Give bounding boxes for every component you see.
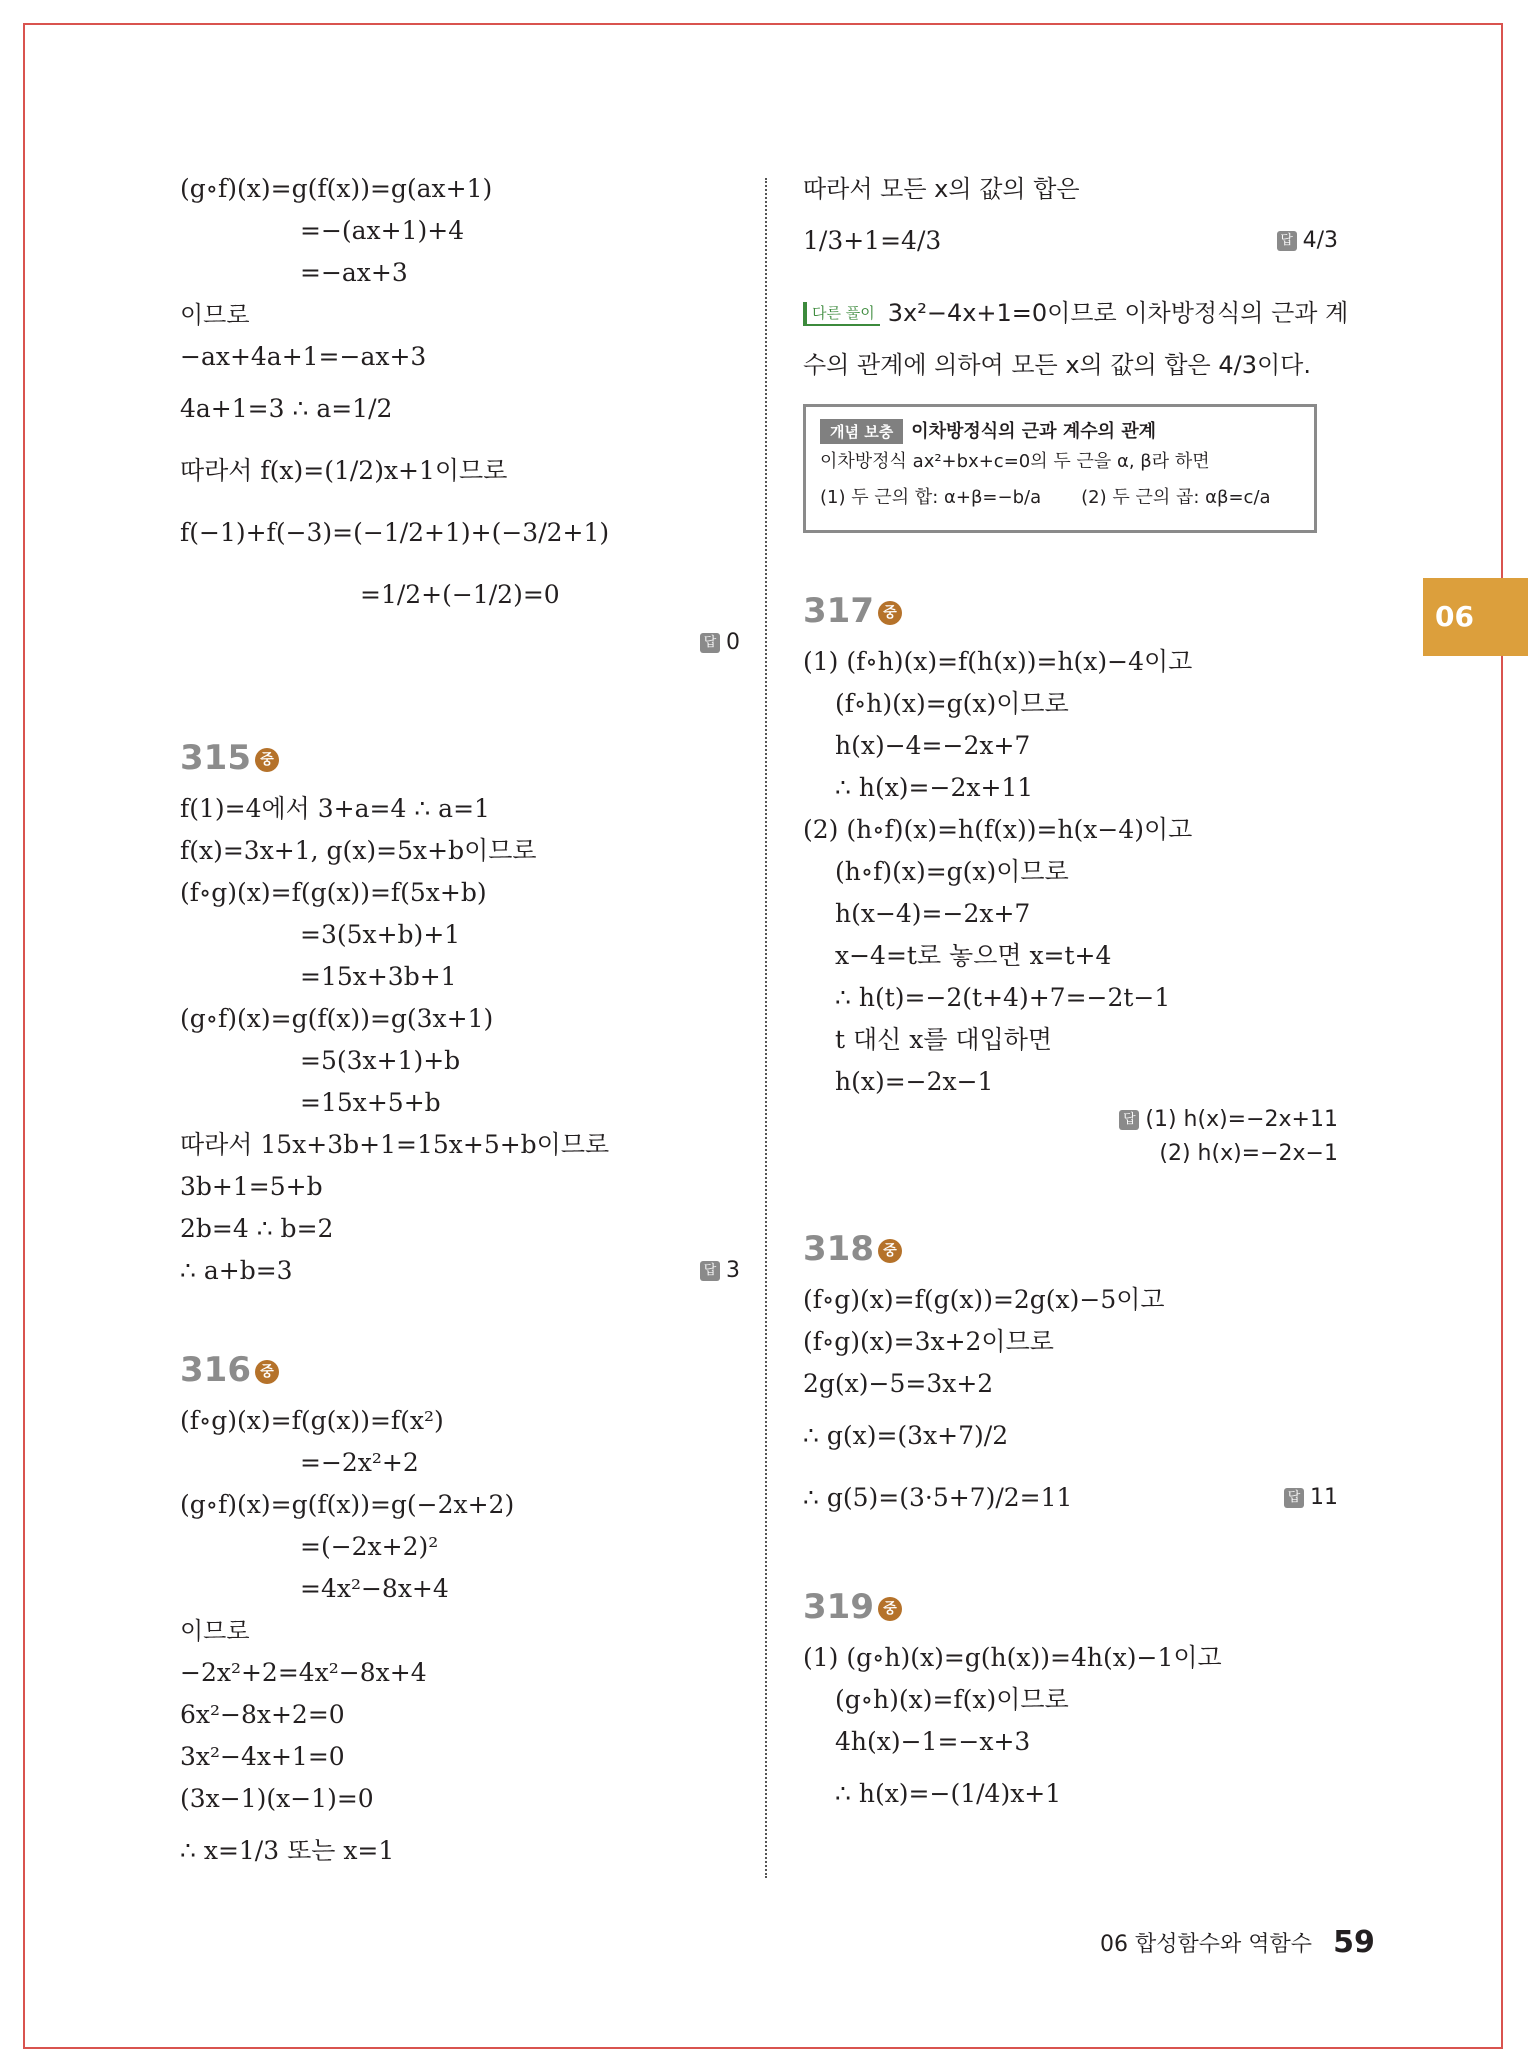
answer bbox=[803, 1103, 1348, 1137]
math-line: f(1)=4에서 3+a=4 ∴ a=1 bbox=[180, 794, 490, 823]
math-line: 4h(x)−1=−x+3 bbox=[835, 1727, 1031, 1756]
level-badge-icon: 중 bbox=[255, 748, 279, 772]
alt-solution-line bbox=[803, 292, 1348, 334]
math-line: −2x²+2=4x²−8x+4 bbox=[180, 1658, 427, 1687]
math-line: =15x+5+b bbox=[300, 1088, 441, 1117]
math-text: ∴ g(5)=(3·5+7)/2=11 bbox=[803, 1483, 1073, 1512]
answer-value: 4/3 bbox=[1302, 228, 1338, 253]
answer-icon: 답 bbox=[700, 1261, 720, 1281]
math-line: ∴ x=1/3 또는 x=1 bbox=[180, 1836, 395, 1865]
math-line: =15x+3b+1 bbox=[300, 962, 457, 991]
answer-value: 0 bbox=[726, 630, 740, 655]
problem-318-header bbox=[803, 1219, 1348, 1279]
problem-number: 315 bbox=[180, 738, 251, 778]
math-line: (1) (f∘h)(x)=f(h(x))=h(x)−4이고 bbox=[803, 647, 1193, 676]
problem-number: 319 bbox=[803, 1587, 874, 1627]
answer-icon: 답 bbox=[1284, 1488, 1304, 1508]
answer-value: (1) h(x)=−2x+11 bbox=[1145, 1107, 1338, 1132]
answer-value: 11 bbox=[1310, 1485, 1338, 1510]
math-line: 2g(x)−5=3x+2 bbox=[803, 1369, 994, 1398]
math-line: =−2x²+2 bbox=[300, 1448, 419, 1477]
math-line: (2) (h∘f)(x)=h(f(x))=h(x−4)이고 bbox=[803, 815, 1193, 844]
math-line: x−4=t로 놓으면 x=t+4 bbox=[835, 941, 1112, 970]
math-line: h(x)−4=−2x+7 bbox=[835, 731, 1031, 760]
math-line: 이므로 bbox=[180, 1617, 250, 1645]
math-line: ∴ h(x)=−(1/4)x+1 bbox=[835, 1779, 1062, 1808]
level-badge-icon: 중 bbox=[878, 601, 902, 625]
math-line: 따라서 모든 x의 값의 합은 bbox=[803, 175, 1080, 203]
problem-317-header bbox=[803, 581, 1348, 641]
page-footer bbox=[1100, 1925, 1375, 1960]
math-line bbox=[803, 210, 1348, 272]
answer bbox=[180, 626, 740, 660]
alt-solution-text: 3x²−4x+1=0이므로 이차방정식의 근과 계 bbox=[887, 299, 1349, 327]
answer-icon: 답 bbox=[1277, 231, 1297, 251]
right-column bbox=[803, 168, 1348, 1825]
math-line: =(−2x+2)² bbox=[300, 1532, 439, 1561]
math-line: (g∘f)(x)=g(f(x))=g(−2x+2) bbox=[180, 1490, 515, 1519]
answer-value: (2) h(x)=−2x−1 bbox=[1159, 1141, 1338, 1166]
math-line bbox=[803, 1467, 1348, 1529]
math-line: 따라서 15x+3b+1=15x+5+b이므로 bbox=[180, 1130, 610, 1159]
concept-tag: 개념 보충 bbox=[820, 419, 903, 444]
math-line: ∴ h(x)=−2x+11 bbox=[835, 773, 1034, 802]
problem-number: 317 bbox=[803, 591, 874, 631]
math-text: ∴ a+b=3 bbox=[180, 1256, 293, 1285]
answer bbox=[1284, 1467, 1338, 1529]
answer bbox=[1277, 210, 1338, 272]
answer-value: 3 bbox=[726, 1258, 740, 1283]
problem-number: 318 bbox=[803, 1229, 874, 1269]
concept-box bbox=[803, 404, 1317, 533]
math-line bbox=[180, 1250, 740, 1292]
concept-title: 이차방정식의 근과 계수의 관계 bbox=[911, 421, 1157, 442]
math-line: (f∘g)(x)=f(g(x))=f(5x+b) bbox=[180, 878, 487, 907]
math-line: 3b+1=5+b bbox=[180, 1172, 323, 1201]
math-line: (f∘g)(x)=f(g(x))=f(x²) bbox=[180, 1406, 444, 1435]
math-line: =−ax+3 bbox=[300, 258, 408, 287]
alt-solution-line: 수의 관계에 의하여 모든 x의 값의 합은 4/3이다. bbox=[803, 351, 1311, 379]
math-line: 이므로 bbox=[180, 301, 250, 329]
math-line: (g∘h)(x)=f(x)이므로 bbox=[835, 1685, 1069, 1714]
math-line: h(x−4)=−2x+7 bbox=[835, 899, 1031, 928]
math-line: f(−1)+f(−3)=(−1/2+1)+(−3/2+1) bbox=[180, 518, 610, 547]
footer-chapter-title: 06 합성함수와 역함수 bbox=[1100, 1932, 1312, 1957]
math-line: =3(5x+b)+1 bbox=[300, 920, 461, 949]
answer-icon: 답 bbox=[1119, 1110, 1139, 1130]
math-line: =4x²−8x+4 bbox=[300, 1574, 449, 1603]
math-line: 따라서 f(x)=(1/2)x+1이므로 bbox=[180, 456, 508, 485]
page-number: 59 bbox=[1333, 1925, 1375, 1960]
answer bbox=[700, 1250, 740, 1292]
math-line: (f∘g)(x)=3x+2이므로 bbox=[803, 1327, 1054, 1356]
concept-item: (2) 두 근의 곱: αβ=c/a bbox=[1081, 487, 1271, 508]
problem-316-header bbox=[180, 1340, 740, 1400]
problem-number: 316 bbox=[180, 1350, 251, 1390]
math-line: (g∘f)(x)=g(f(x))=g(3x+1) bbox=[180, 1004, 494, 1033]
math-line: t 대신 x를 대입하면 bbox=[835, 1025, 1053, 1054]
math-line: f(x)=3x+1, g(x)=5x+b이므로 bbox=[180, 836, 537, 865]
math-line: ∴ h(t)=−2(t+4)+7=−2t−1 bbox=[835, 983, 1171, 1012]
problem-315-header bbox=[180, 728, 740, 788]
math-line: 4a+1=3 ∴ a=1/2 bbox=[180, 394, 393, 423]
math-line: =1/2+(−1/2)=0 bbox=[360, 580, 560, 609]
math-line: =5(3x+1)+b bbox=[300, 1046, 461, 1075]
math-line: (3x−1)(x−1)=0 bbox=[180, 1784, 374, 1813]
math-line: (1) (g∘h)(x)=g(h(x))=4h(x)−1이고 bbox=[803, 1643, 1222, 1672]
problem-319-header bbox=[803, 1577, 1348, 1637]
concept-items bbox=[820, 480, 1300, 516]
math-line: 6x²−8x+2=0 bbox=[180, 1700, 345, 1729]
column-divider bbox=[765, 178, 767, 1878]
math-line: (g∘f)(x)=g(f(x))=g(ax+1) bbox=[180, 174, 493, 203]
concept-item: (1) 두 근의 합: α+β=−b/a bbox=[820, 487, 1042, 508]
math-line: 3x²−4x+1=0 bbox=[180, 1742, 345, 1771]
level-badge-icon: 중 bbox=[878, 1597, 902, 1621]
math-line: =−(ax+1)+4 bbox=[300, 216, 465, 245]
left-column bbox=[180, 168, 740, 1882]
math-line: (f∘g)(x)=f(g(x))=2g(x)−5이고 bbox=[803, 1285, 1165, 1314]
math-line: h(x)=−2x−1 bbox=[835, 1067, 994, 1096]
math-line: (h∘f)(x)=g(x)이므로 bbox=[835, 857, 1069, 886]
math-line: ∴ g(x)=(3x+7)/2 bbox=[803, 1421, 1009, 1450]
math-line: (f∘h)(x)=g(x)이므로 bbox=[835, 689, 1069, 718]
chapter-side-tab: 06 bbox=[1423, 578, 1528, 656]
concept-header bbox=[820, 417, 1300, 444]
concept-line: 이차방정식 ax²+bx+c=0의 두 근을 α, β라 하면 bbox=[820, 451, 1210, 472]
alt-solution-tag: 다른 풀이 bbox=[803, 302, 880, 326]
math-line: 2b=4 ∴ b=2 bbox=[180, 1214, 334, 1243]
math-line: −ax+4a+1=−ax+3 bbox=[180, 342, 427, 371]
level-badge-icon: 중 bbox=[255, 1360, 279, 1384]
level-badge-icon: 중 bbox=[878, 1239, 902, 1263]
math-text: 1/3+1=4/3 bbox=[803, 226, 942, 255]
answer-icon: 답 bbox=[700, 633, 720, 653]
